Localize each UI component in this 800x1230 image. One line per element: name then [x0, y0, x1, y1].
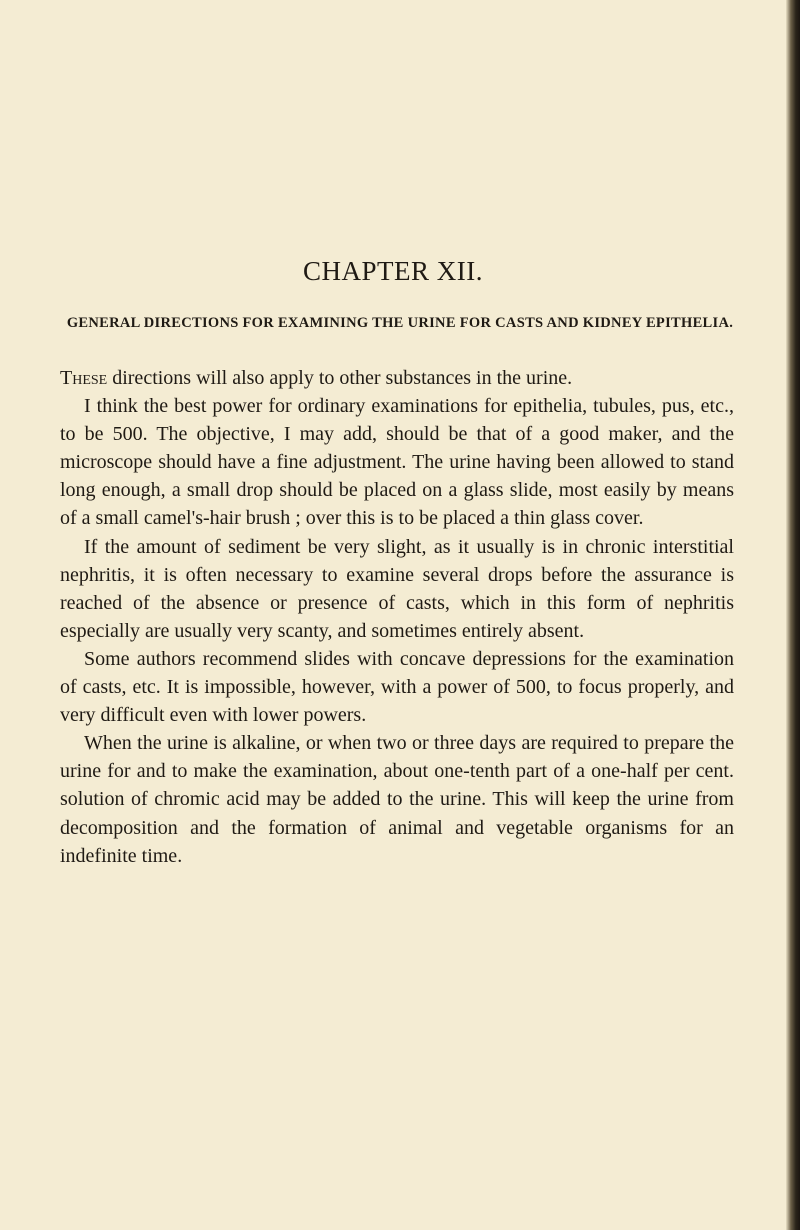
paragraph-1-text: directions will also apply to other substances in the urine. — [107, 367, 573, 389]
body-paragraph-5: When the urine is alkaline, or when two or three days are required to prepare the urine for and to make the examination, about one-tenth part of a one-half per cent. solution of chromic acid may be added to the urine. This will keep the urine from decomposition and the formation of animal and vegetable organisms for an indefinite time. — [60, 732, 734, 867]
chapter-subtitle: GENERAL DIRECTIONS FOR EXAMINING THE URINE FOR CASTS AND KIDNEY EPITHELIA. — [66, 315, 734, 331]
page-binding-edge — [786, 0, 800, 1230]
chapter-title: CHAPTER XII. — [303, 256, 483, 286]
lead-word: These — [60, 367, 108, 389]
body-paragraph-3: If the amount of sediment be very slight, as it usually is in chronic interstitial nephritis, it is often necessary to examine several drops before the assurance is reached of the absence or presence of casts, which in this form of nephritis especially are usually very scanty, and sometimes entirely absent. — [60, 535, 734, 642]
body-paragraph-2: I think the best power for ordinary examinations for epithelia, tubules, pus, etc., to be 500. The objective, I may add, should be that of a good maker, and the microscope should have a fine adjustment. The urine having been allowed to stand long enough, a small drop should be placed on a glass slide, most easily by means of a small camel's-hair brush ; over this is to be placed a thin glass cover. — [60, 395, 734, 530]
body-paragraph-4: Some authors recommend slides with concave depressions for the examination of casts, etc. It is impossible, however, with a power of 500, to focus properly, and very difficult even with lower powers. — [60, 647, 734, 727]
body-paragraph-1 — [60, 364, 734, 392]
chapter-body — [60, 364, 734, 870]
